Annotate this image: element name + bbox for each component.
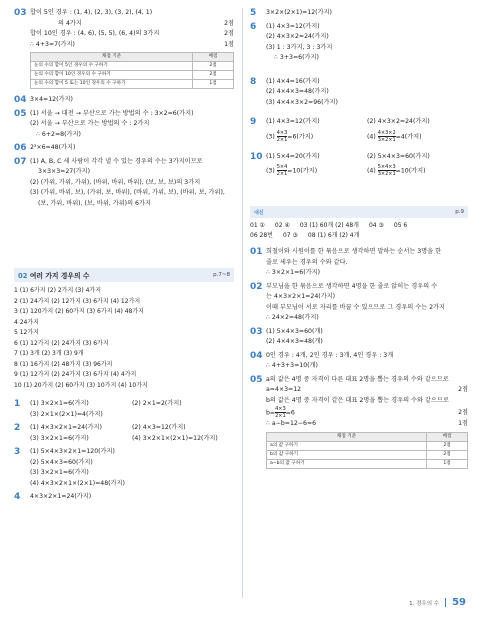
point: 1점	[458, 420, 468, 427]
answer: 01 ①	[250, 222, 265, 229]
list-item: 5 12가지	[14, 329, 39, 336]
problem-number: 02	[250, 281, 263, 292]
line: (1) 서울 → 대전 → 부산으로 가는 방법의 수 : 3×2=6(가지)	[30, 109, 194, 117]
line: (2) 4×4×3=48(가지)	[266, 88, 329, 95]
table-row: a의 값 구하기 2점	[267, 441, 468, 450]
fraction: $\frac{4\times 3}{2\times 1}$	[275, 406, 286, 419]
line: (2) 5×4×3=60(가지)	[367, 152, 430, 160]
line: (1) 4×3×2×1=24(가지)	[30, 424, 102, 431]
solution-5	[250, 8, 468, 19]
section-title: 여러 가지 경우의 수	[29, 272, 90, 280]
line: (2) 2×1=2(가지)	[132, 400, 182, 407]
problem-number: 5	[250, 8, 257, 18]
solution-2	[14, 423, 234, 444]
line: 2³×6=48(가지)	[30, 144, 76, 151]
line: 는 4×3×2×1=24(가지)	[266, 293, 336, 300]
problem-number: 01	[250, 247, 263, 257]
line: (2) (가위, 가위, 가위), (바위, 바위, 바위), (보, 보, 보)의 3가지	[30, 178, 201, 186]
line: 부모님을 한 묶음으로 생각하면 4명을 한 줄로 앉히는 경우의 수	[266, 282, 438, 290]
line: (3) 2×1×(2×1)=4(가지)	[30, 410, 103, 418]
table-row: b의 값 구하기 2점	[267, 450, 468, 459]
check-page-ref: p.9	[455, 209, 464, 215]
line: (1) A, B, C 세 사람이 각각 낼 수 있는 경우의 수는 3가지이므로	[30, 157, 203, 165]
problem-number: 10	[250, 151, 263, 162]
table-row: 눈의 수의 합이 5인 경우의 수 구하기 2점	[31, 62, 234, 71]
list-item: 7 (1) 3개 (2) 3개 (3) 9개	[14, 350, 84, 357]
fraction: $\frac{4\times 3}{2\times 1}$	[276, 129, 288, 143]
page-footer	[409, 597, 466, 608]
page-number: 59	[452, 597, 466, 608]
line: ∴ 4+3=7(가지)	[30, 40, 75, 48]
line: (보, 가위, 바위), (보, 바위, 가위)의 6가지	[38, 199, 151, 207]
answer: 06 28번	[250, 232, 273, 239]
table-head: 배점	[427, 432, 468, 441]
solution-4	[14, 492, 234, 503]
line: (1) 5×4=20(가지)	[266, 152, 320, 160]
answer: 05 6	[393, 222, 408, 229]
line: (2) 4×4×3=48(개)	[266, 338, 323, 345]
line: (1) 5×4×3=60(개)	[266, 327, 323, 335]
problem-03	[14, 8, 234, 92]
question-04	[250, 351, 468, 372]
line: ∴ 6+2=8(가지)	[36, 130, 81, 138]
line: ∴ 4+3+3=10(개)	[266, 362, 318, 369]
answer: 07 ③	[282, 232, 298, 239]
solution-3	[14, 447, 234, 489]
line: 3×2×(2×1)=12(가지)	[266, 9, 332, 16]
table-head: 배점	[193, 53, 234, 62]
problem-number: 3	[14, 447, 21, 457]
line: (2) 5×4×3=60(가지)	[30, 458, 93, 466]
problem-number: 8	[250, 76, 257, 87]
line: 4×3×2×1=24(가지)	[30, 493, 92, 500]
line: b의 값은 4명 중 자격이 같은 대표 2명을 뽑는 경우의 수와 같으므로	[266, 396, 449, 404]
line: 0인 경우 : 4개, 2인 경우 : 3개, 4인 경우 : 3개	[266, 351, 394, 359]
line: 희철이와 시원이를 한 묶음으로 생각하면 말하는 순서는 3명을 한	[266, 248, 442, 255]
line: (3) 1 : 3가지, 3 : 3가지	[266, 43, 333, 51]
column-divider	[242, 8, 243, 598]
section-number: 02	[18, 272, 28, 280]
answer-row	[250, 221, 468, 231]
list-item: 10 (1) 20가지 (2) 60가지 (3) 10가지 (4) 10가지	[14, 381, 148, 389]
line: 이때 부모님이 서로 자리를 바꿀 수 있으므로 그 경우의 수는 2가지	[266, 303, 446, 311]
table-row: a−b의 값 구하기 1점	[267, 459, 468, 468]
problem-number: 4	[14, 492, 21, 502]
list-item: 1 (1) 6가지 (2) 2가지 (3) 4가지	[14, 287, 101, 294]
point: 2점	[224, 19, 234, 27]
solution-1	[14, 399, 234, 420]
list-item: 9 (1) 12가지 (2) 24가지 (3) 6가지 (4) 4가지	[14, 371, 137, 378]
line: (3) (가위, 바위, 보), (가위, 보, 바위), (바위, 가위, 보), (바위, 보, 가위),	[30, 189, 225, 196]
line: (3) 3×2×1=6(가지)	[30, 434, 89, 442]
problem-number: 07	[14, 156, 27, 167]
solution-8	[250, 77, 468, 109]
question-02	[250, 282, 468, 324]
solution-9: 9 (1) 4×3=12(가지) (2) 4×3×2=24(가지) (3) $\frac{4\times 3}{2\times 1}$ =6(가지) (4) $\frac{4\times 3\times 2}{3\times 2\times 1}$ =4(가지)	[250, 117, 468, 143]
answer: 04 ③	[368, 222, 384, 229]
line: ∴ 24×2=48(가지)	[266, 314, 319, 321]
list-item: 8 (1) 16가지 (2) 48가지 (3) 96가지	[14, 360, 113, 368]
solution-6	[250, 22, 468, 64]
fraction: $\frac{5\times 4}{2\times 1}$	[276, 164, 288, 177]
line: 3×4=12(가지)	[30, 96, 73, 103]
line: (1) 4×3=12(가지)	[266, 118, 320, 125]
left-column	[14, 8, 234, 506]
problem-number: 06	[14, 143, 27, 153]
list-item: 2 (1) 24가지 (2) 12가지 (3) 6가지 (4) 12가지	[14, 297, 141, 305]
problem-number: 04	[250, 350, 263, 361]
table-row: 눈의 수의 합이 5 또는 10인 경우의 수 구하기 1점	[31, 80, 234, 89]
fraction: $\frac{5\times 4\times 3}{3\times 2\times 1}$	[377, 164, 396, 177]
line: (2) 4×3×2=24(가지)	[367, 118, 430, 125]
line: (4) 4×3×2×1×(2×1)=48(가지)	[30, 479, 125, 487]
line: (4) 3×2×1×(2×1)=12(가지)	[132, 434, 218, 442]
point: 2점	[458, 386, 468, 393]
line: 합이 10인 경우 : (4, 6), (5, 5), (6, 4)의 3가지	[30, 30, 160, 37]
line: a=4×3=12	[266, 386, 302, 393]
problem-number: 03	[14, 8, 27, 18]
line: (1) 5×4×3×2×1=120(가지)	[30, 448, 115, 455]
table-head: 채점 기준	[267, 432, 427, 441]
line: a의 값은 4명 중 자격이 다른 대표 2명을 뽑는 경우의 수와 같으므로	[266, 375, 449, 383]
line: (1) 3×2×1=6(가지)	[30, 400, 89, 407]
check-banner	[250, 206, 468, 218]
fraction: $\frac{4\times 3\times 2}{3\times 2\times 1}$	[377, 129, 396, 143]
problem-number: 03	[250, 326, 263, 337]
answer-row	[250, 231, 468, 241]
point: 2점	[458, 409, 468, 416]
list-item: 6 (1) 12가지 (2) 24가지 (3) 6가지	[14, 339, 109, 347]
line: (1) 4×4=16(가지)	[266, 77, 320, 85]
grading-table	[30, 52, 234, 89]
answer: 02 ④	[274, 222, 290, 229]
right-column	[250, 8, 468, 475]
line: 3×3×3=27(가지)	[38, 168, 91, 175]
line: (3) 3×2×1=6(가지)	[30, 469, 89, 476]
problem-06	[14, 143, 234, 154]
section-banner	[14, 268, 234, 282]
answer: 08 (1) 6개 (2) 4개	[307, 232, 360, 239]
grading-table	[266, 432, 468, 469]
question-05: 05 a의 값은 4명 중 자격이 다른 대표 2명을 뽑는 경우의 수와 같으므로 a=4×3=12 2점 b의 값은 4명 중 자격이 같은 대표 2명을 뽑는 경우의 수와 같으므로 b= $\frac{4\times 3}{2\times 1}$ =6 2점 ∴ a−b=12−6=6 1점 채점 기준 배점 a의 값 구하기 2점 b의 값 구하기 2점 a−b의 값 구하기 1점	[250, 375, 468, 472]
problem-number: 9	[250, 117, 257, 127]
problem-07	[14, 157, 234, 210]
line: ∴ 3×2×1=6(가지)	[266, 269, 320, 276]
line: ∴ a−b=12−6=6	[266, 420, 317, 427]
problem-04	[14, 95, 234, 106]
line: 줄로 세우는 경우의 수와 같다.	[266, 258, 348, 266]
problem-number: 04	[14, 95, 27, 105]
solution-10: 10 (1) 5×4=20(가지) (2) 5×4×3=60(가지) (3) $\frac{5\times 4}{2\times 1}$ =10(가지) (4) $\frac{5\times 4\times 3}{3\times 2\times 1}$ =10(가지)	[250, 152, 468, 178]
problem-number: 6	[250, 21, 257, 32]
line: 의 4가지	[58, 19, 82, 27]
line: ∴ 3+3=6(가지)	[274, 54, 319, 61]
line: (1) 4×3=12(가지)	[266, 22, 320, 30]
section-page-ref: p.7~8	[213, 272, 230, 278]
question-01	[250, 247, 468, 279]
problem-number: 05	[14, 108, 27, 119]
line: (3) 4×4×3×2=96(가지)	[266, 98, 338, 106]
line: 합이 5인 경우 : (1, 4), (2, 3), (3, 2), (4, 1)	[30, 9, 153, 16]
quick-answers	[14, 286, 234, 391]
chapter-label: 1. 경우의 수	[409, 600, 440, 607]
list-item: 4 24가지	[14, 318, 39, 326]
list-item: 3 (1) 120가지 (2) 60가지 (3) 6가지 (4) 48가지	[14, 308, 144, 315]
line: (2) 서울 → 부산으로 가는 방법의 수 : 2가지	[30, 120, 150, 127]
check-label: 내신	[254, 209, 264, 216]
table-row: 눈의 수의 합이 10인 경우의 수 구하기 2점	[31, 71, 234, 80]
line: (2) 4×3×2=24(가지)	[266, 33, 329, 40]
answer: 03 (1) 60개 (2) 48개	[299, 222, 359, 229]
table-head: 채점 기준	[31, 53, 193, 62]
problem-number: 05	[250, 374, 263, 385]
problem-number: 1	[14, 399, 21, 409]
point: 2점	[224, 30, 234, 37]
footer-separator	[445, 598, 446, 607]
line: (2) 4×3=12(가지)	[132, 424, 186, 431]
point: 1점	[224, 40, 234, 48]
problem-05	[14, 109, 234, 141]
question-03	[250, 327, 468, 348]
problem-number: 2	[14, 423, 21, 433]
